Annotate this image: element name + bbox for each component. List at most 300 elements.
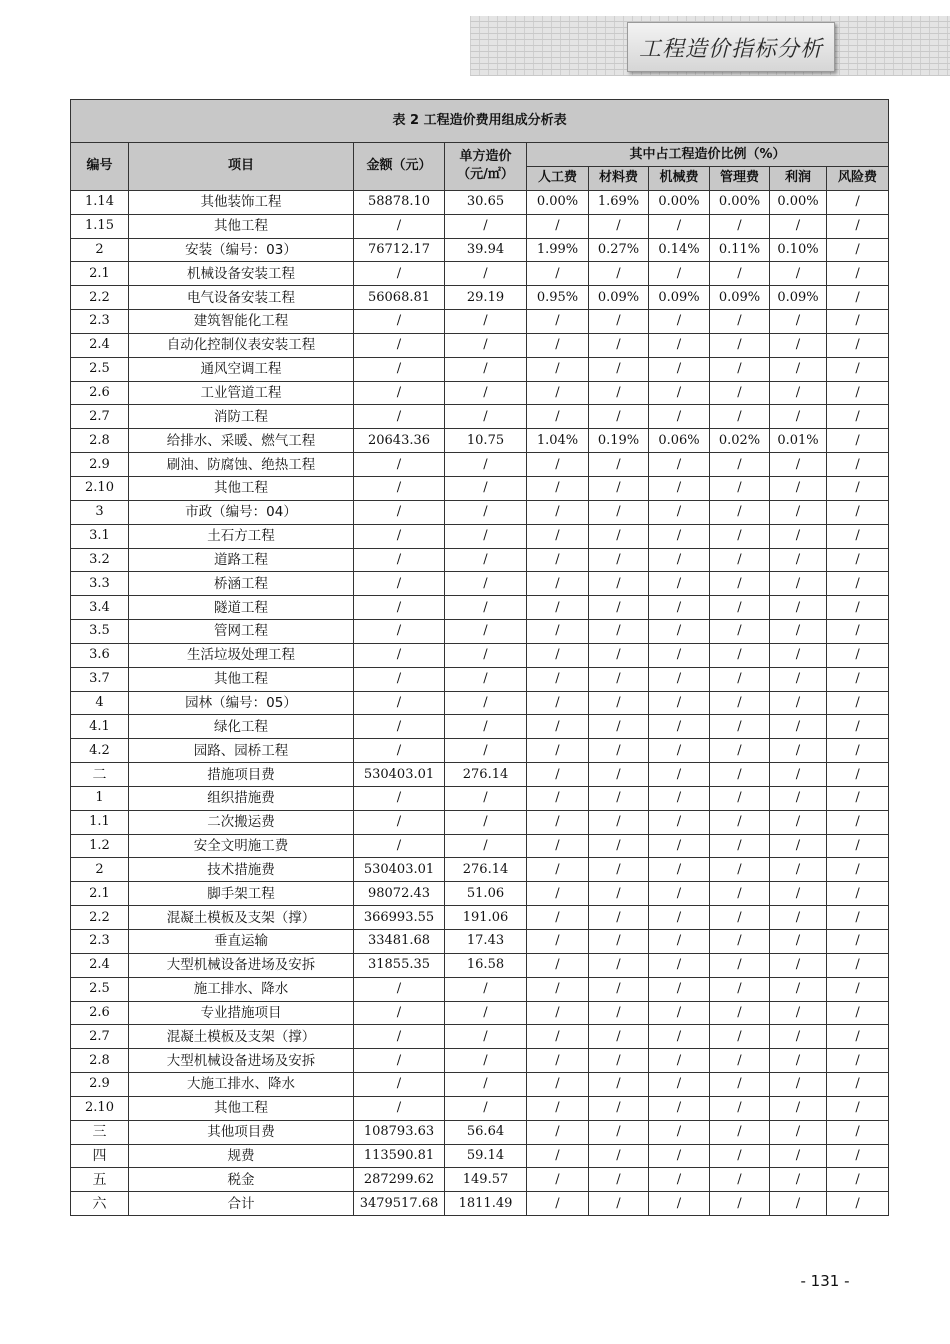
cell-machine: / <box>649 310 710 334</box>
cell-item: 垂直运输 <box>129 930 354 954</box>
cell-risk: / <box>827 453 889 477</box>
cell-material: / <box>589 572 649 596</box>
cell-code: 2.3 <box>71 930 129 954</box>
cell-profit: / <box>770 405 827 429</box>
header-code: 编号 <box>71 143 129 191</box>
header-ratio-group: 其中占工程造价比例（%） <box>527 143 889 167</box>
cell-code: 2.3 <box>71 310 129 334</box>
table-row <box>71 357 889 381</box>
cell-management: / <box>710 763 770 787</box>
cell-profit: / <box>770 1073 827 1097</box>
cell-unit-price: 16.58 <box>445 953 527 977</box>
cell-labor: / <box>527 405 589 429</box>
cell-material: / <box>589 453 649 477</box>
cell-machine: / <box>649 1144 710 1168</box>
cell-profit: / <box>770 810 827 834</box>
table-row <box>71 190 889 214</box>
cell-material: / <box>589 906 649 930</box>
cell-amount: / <box>354 1096 445 1120</box>
table-row <box>71 810 889 834</box>
cell-management: / <box>710 620 770 644</box>
cell-item: 措施项目费 <box>129 763 354 787</box>
cell-amount: / <box>354 786 445 810</box>
table-row <box>71 500 889 524</box>
table-row <box>71 476 889 500</box>
cell-labor: / <box>527 930 589 954</box>
cell-amount: / <box>354 810 445 834</box>
cell-item: 安全文明施工费 <box>129 834 354 858</box>
table-row <box>71 834 889 858</box>
cell-unit-price: / <box>445 453 527 477</box>
cell-item: 道路工程 <box>129 548 354 572</box>
cell-machine: / <box>649 739 710 763</box>
cell-management: / <box>710 810 770 834</box>
cell-code: 2.7 <box>71 1025 129 1049</box>
cell-unit-price: 10.75 <box>445 429 527 453</box>
cell-management: / <box>710 333 770 357</box>
cell-unit-price: / <box>445 572 527 596</box>
cell-code: 2 <box>71 858 129 882</box>
cell-unit-price: / <box>445 1096 527 1120</box>
cell-risk: / <box>827 500 889 524</box>
header-amount: 金额（元） <box>354 143 445 191</box>
cell-material: / <box>589 310 649 334</box>
cell-amount: / <box>354 524 445 548</box>
cell-labor: / <box>527 977 589 1001</box>
cell-profit: / <box>770 667 827 691</box>
cell-labor: / <box>527 786 589 810</box>
cell-unit-price: 191.06 <box>445 906 527 930</box>
table-row <box>71 1073 889 1097</box>
cell-labor: / <box>527 214 589 238</box>
cell-material: / <box>589 810 649 834</box>
cell-amount: / <box>354 500 445 524</box>
cell-code: 2 <box>71 238 129 262</box>
cell-item: 生活垃圾处理工程 <box>129 643 354 667</box>
cell-labor: / <box>527 715 589 739</box>
cell-management: / <box>710 1120 770 1144</box>
cell-item: 二次搬运费 <box>129 810 354 834</box>
cell-profit: / <box>770 739 827 763</box>
cell-item: 通风空调工程 <box>129 357 354 381</box>
cell-profit: / <box>770 357 827 381</box>
cell-management: / <box>710 1025 770 1049</box>
cell-management: / <box>710 357 770 381</box>
cell-profit: / <box>770 333 827 357</box>
cell-code: 1 <box>71 786 129 810</box>
cell-machine: / <box>649 930 710 954</box>
cell-amount: 530403.01 <box>354 858 445 882</box>
cell-amount: / <box>354 572 445 596</box>
cell-machine: / <box>649 1168 710 1192</box>
cell-item: 其他工程 <box>129 214 354 238</box>
cell-risk: / <box>827 381 889 405</box>
cell-material: / <box>589 548 649 572</box>
cell-code: 2.6 <box>71 1001 129 1025</box>
cell-risk: / <box>827 1073 889 1097</box>
cell-management: / <box>710 1073 770 1097</box>
cell-risk: / <box>827 238 889 262</box>
cell-code: 2.9 <box>71 1073 129 1097</box>
cell-code: 2.2 <box>71 286 129 310</box>
cell-unit-price: / <box>445 715 527 739</box>
cell-machine: / <box>649 1073 710 1097</box>
cell-code: 3.2 <box>71 548 129 572</box>
cell-item: 混凝土模板及支架（撑） <box>129 1025 354 1049</box>
cell-labor: / <box>527 476 589 500</box>
cell-item: 绿化工程 <box>129 715 354 739</box>
table-row <box>71 1049 889 1073</box>
cell-management: / <box>710 1049 770 1073</box>
cell-management: / <box>710 1192 770 1216</box>
cell-material: / <box>589 858 649 882</box>
cell-labor: / <box>527 333 589 357</box>
cell-item: 大施工排水、降水 <box>129 1073 354 1097</box>
cell-code: 3.5 <box>71 620 129 644</box>
cell-code: 3.3 <box>71 572 129 596</box>
cell-code: 4.2 <box>71 739 129 763</box>
cell-amount: / <box>354 667 445 691</box>
header-risk: 风险费 <box>827 167 889 191</box>
cell-item: 工业管道工程 <box>129 381 354 405</box>
cell-profit: / <box>770 453 827 477</box>
cell-management: / <box>710 739 770 763</box>
cell-amount: / <box>354 643 445 667</box>
cell-material: / <box>589 1192 649 1216</box>
cell-unit-price: 149.57 <box>445 1168 527 1192</box>
cell-machine: / <box>649 357 710 381</box>
cell-management: / <box>710 214 770 238</box>
cell-risk: / <box>827 190 889 214</box>
table-row <box>71 1192 889 1216</box>
cell-labor: / <box>527 810 589 834</box>
cell-unit-price: 276.14 <box>445 763 527 787</box>
header-title-box <box>627 22 835 72</box>
cell-item: 给排水、采暖、燃气工程 <box>129 429 354 453</box>
cell-profit: / <box>770 524 827 548</box>
cell-machine: / <box>649 476 710 500</box>
cell-unit-price: / <box>445 500 527 524</box>
cell-management: / <box>710 381 770 405</box>
cell-profit: / <box>770 381 827 405</box>
cell-risk: / <box>827 906 889 930</box>
cell-amount: / <box>354 977 445 1001</box>
cell-amount: 3479517.68 <box>354 1192 445 1216</box>
cell-labor: / <box>527 381 589 405</box>
cell-management: / <box>710 691 770 715</box>
cell-amount: / <box>354 739 445 763</box>
cell-labor: 0.95% <box>527 286 589 310</box>
cell-risk: / <box>827 858 889 882</box>
cell-labor: / <box>527 262 589 286</box>
cell-amount: 33481.68 <box>354 930 445 954</box>
cell-profit: / <box>770 1096 827 1120</box>
cell-management: / <box>710 667 770 691</box>
cell-labor: / <box>527 572 589 596</box>
cell-material: / <box>589 620 649 644</box>
cell-risk: / <box>827 1120 889 1144</box>
cell-code: 2.7 <box>71 405 129 429</box>
cell-labor: / <box>527 1144 589 1168</box>
table-row <box>71 405 889 429</box>
cell-risk: / <box>827 1168 889 1192</box>
table-row <box>71 1120 889 1144</box>
cell-code: 3.1 <box>71 524 129 548</box>
cell-profit: 0.09% <box>770 286 827 310</box>
cell-amount: 31855.35 <box>354 953 445 977</box>
cell-risk: / <box>827 667 889 691</box>
cell-labor: / <box>527 310 589 334</box>
cell-machine: / <box>649 643 710 667</box>
cell-labor: / <box>527 1073 589 1097</box>
cell-risk: / <box>827 333 889 357</box>
cell-amount: 98072.43 <box>354 882 445 906</box>
cell-management: / <box>710 453 770 477</box>
cell-code: 2.1 <box>71 262 129 286</box>
cell-management: 0.11% <box>710 238 770 262</box>
cell-profit: / <box>770 1192 827 1216</box>
cell-management: / <box>710 906 770 930</box>
cell-material: / <box>589 476 649 500</box>
cell-material: / <box>589 1049 649 1073</box>
cell-management: / <box>710 405 770 429</box>
cell-unit-price: / <box>445 834 527 858</box>
cell-code: 二 <box>71 763 129 787</box>
cell-risk: / <box>827 834 889 858</box>
cell-risk: / <box>827 786 889 810</box>
cell-profit: / <box>770 1049 827 1073</box>
cell-unit-price: 276.14 <box>445 858 527 882</box>
cell-machine: / <box>649 453 710 477</box>
table-row <box>71 1168 889 1192</box>
cell-labor: 1.04% <box>527 429 589 453</box>
cell-code: 1.1 <box>71 810 129 834</box>
cell-labor: / <box>527 524 589 548</box>
cell-profit: / <box>770 930 827 954</box>
table-row <box>71 930 889 954</box>
cell-code: 2.2 <box>71 906 129 930</box>
cell-labor: / <box>527 357 589 381</box>
header-management: 管理费 <box>710 167 770 191</box>
cell-code: 六 <box>71 1192 129 1216</box>
cell-labor: / <box>527 953 589 977</box>
cell-item: 电气设备安装工程 <box>129 286 354 310</box>
cell-amount: / <box>354 333 445 357</box>
cell-profit: / <box>770 476 827 500</box>
table-caption: 表 2 工程造价费用组成分析表 <box>71 100 889 143</box>
cell-unit-price: / <box>445 548 527 572</box>
cell-material: / <box>589 667 649 691</box>
cell-amount: / <box>354 453 445 477</box>
cell-profit: / <box>770 786 827 810</box>
cell-risk: / <box>827 977 889 1001</box>
table-row <box>71 1025 889 1049</box>
cell-machine: / <box>649 977 710 1001</box>
cell-management: / <box>710 834 770 858</box>
cell-profit: 0.00% <box>770 190 827 214</box>
cell-management: / <box>710 1096 770 1120</box>
cell-material: 0.27% <box>589 238 649 262</box>
cell-risk: / <box>827 548 889 572</box>
cell-unit-price: / <box>445 381 527 405</box>
table-row <box>71 977 889 1001</box>
cell-profit: / <box>770 1001 827 1025</box>
cell-machine: / <box>649 715 710 739</box>
cell-machine: / <box>649 1049 710 1073</box>
cell-material: / <box>589 1096 649 1120</box>
cell-item: 大型机械设备进场及安拆 <box>129 1049 354 1073</box>
cell-machine: / <box>649 906 710 930</box>
cell-unit-price: / <box>445 620 527 644</box>
cell-unit-price: / <box>445 739 527 763</box>
header-machine: 机械费 <box>649 167 710 191</box>
table-row <box>71 524 889 548</box>
cell-machine: / <box>649 500 710 524</box>
cell-unit-price: / <box>445 667 527 691</box>
cell-material: 0.19% <box>589 429 649 453</box>
cell-risk: / <box>827 429 889 453</box>
cell-labor: / <box>527 500 589 524</box>
cell-code: 2.10 <box>71 476 129 500</box>
cell-item: 建筑智能化工程 <box>129 310 354 334</box>
cell-profit: / <box>770 620 827 644</box>
cell-management: / <box>710 572 770 596</box>
cell-material: / <box>589 691 649 715</box>
cell-profit: / <box>770 834 827 858</box>
cell-risk: / <box>827 1096 889 1120</box>
table-row <box>71 572 889 596</box>
cell-profit: / <box>770 1025 827 1049</box>
cell-risk: / <box>827 405 889 429</box>
cell-profit: / <box>770 548 827 572</box>
cell-amount: / <box>354 214 445 238</box>
cell-item: 脚手架工程 <box>129 882 354 906</box>
header-item: 项目 <box>129 143 354 191</box>
cell-machine: / <box>649 1096 710 1120</box>
cell-risk: / <box>827 953 889 977</box>
cell-unit-price: 39.94 <box>445 238 527 262</box>
cell-management: 0.00% <box>710 190 770 214</box>
cell-material: / <box>589 1025 649 1049</box>
cell-management: / <box>710 977 770 1001</box>
cell-code: 1.14 <box>71 190 129 214</box>
cell-amount: 56068.81 <box>354 286 445 310</box>
cell-labor: / <box>527 1096 589 1120</box>
table-body <box>71 190 889 1215</box>
cell-amount: 530403.01 <box>354 763 445 787</box>
cell-material: / <box>589 262 649 286</box>
cell-unit-price: / <box>445 1073 527 1097</box>
cell-labor: / <box>527 1049 589 1073</box>
cell-labor: / <box>527 1192 589 1216</box>
cell-unit-price: 51.06 <box>445 882 527 906</box>
cell-risk: / <box>827 1001 889 1025</box>
cell-labor: / <box>527 453 589 477</box>
cell-labor: / <box>527 858 589 882</box>
cell-amount: / <box>354 262 445 286</box>
cell-management: / <box>710 476 770 500</box>
table-row <box>71 691 889 715</box>
cell-risk: / <box>827 620 889 644</box>
cell-amount: / <box>354 405 445 429</box>
cell-machine: / <box>649 524 710 548</box>
cell-profit: / <box>770 906 827 930</box>
cell-material: / <box>589 739 649 763</box>
cell-amount: / <box>354 1001 445 1025</box>
cell-machine: / <box>649 953 710 977</box>
cell-item: 管网工程 <box>129 620 354 644</box>
table-row <box>71 882 889 906</box>
cell-profit: / <box>770 763 827 787</box>
cell-unit-price: / <box>445 357 527 381</box>
cell-amount: 113590.81 <box>354 1144 445 1168</box>
cell-material: / <box>589 977 649 1001</box>
cell-material: / <box>589 524 649 548</box>
cell-profit: / <box>770 691 827 715</box>
cell-code: 4.1 <box>71 715 129 739</box>
cell-machine: / <box>649 1192 710 1216</box>
cell-profit: / <box>770 572 827 596</box>
cell-material: / <box>589 786 649 810</box>
cell-item: 其他工程 <box>129 476 354 500</box>
cell-management: / <box>710 262 770 286</box>
cell-machine: 0.09% <box>649 286 710 310</box>
cell-profit: / <box>770 882 827 906</box>
cell-management: / <box>710 953 770 977</box>
cell-code: 3.4 <box>71 596 129 620</box>
cell-machine: / <box>649 810 710 834</box>
cell-profit: / <box>770 1144 827 1168</box>
cell-code: 2.8 <box>71 1049 129 1073</box>
cell-item: 自动化控制仪表安装工程 <box>129 333 354 357</box>
cell-material: / <box>589 333 649 357</box>
cell-material: / <box>589 1073 649 1097</box>
cell-item: 专业措施项目 <box>129 1001 354 1025</box>
cell-amount: / <box>354 476 445 500</box>
cell-machine: 0.06% <box>649 429 710 453</box>
cell-item: 施工排水、降水 <box>129 977 354 1001</box>
header-profit: 利润 <box>770 167 827 191</box>
header-labor: 人工费 <box>527 167 589 191</box>
cell-risk: / <box>827 214 889 238</box>
table-row <box>71 453 889 477</box>
table-row <box>71 262 889 286</box>
cell-machine: / <box>649 214 710 238</box>
table-row <box>71 333 889 357</box>
cell-risk: / <box>827 596 889 620</box>
cell-material: / <box>589 1001 649 1025</box>
cell-profit: 0.01% <box>770 429 827 453</box>
cell-item: 消防工程 <box>129 405 354 429</box>
cell-amount: / <box>354 691 445 715</box>
cell-material: 0.09% <box>589 286 649 310</box>
cell-item: 安装（编号：03） <box>129 238 354 262</box>
cell-amount: / <box>354 1073 445 1097</box>
table-row <box>71 620 889 644</box>
cell-management: / <box>710 310 770 334</box>
cell-item: 机械设备安装工程 <box>129 262 354 286</box>
cell-material: / <box>589 715 649 739</box>
cell-management: / <box>710 524 770 548</box>
cell-labor: / <box>527 667 589 691</box>
header-material: 材料费 <box>589 167 649 191</box>
cell-machine: / <box>649 882 710 906</box>
header-title: 工程造价指标分析 <box>638 36 823 62</box>
cell-code: 2.4 <box>71 333 129 357</box>
cell-code: 四 <box>71 1144 129 1168</box>
cell-unit-price: 56.64 <box>445 1120 527 1144</box>
cell-item: 组织措施费 <box>129 786 354 810</box>
